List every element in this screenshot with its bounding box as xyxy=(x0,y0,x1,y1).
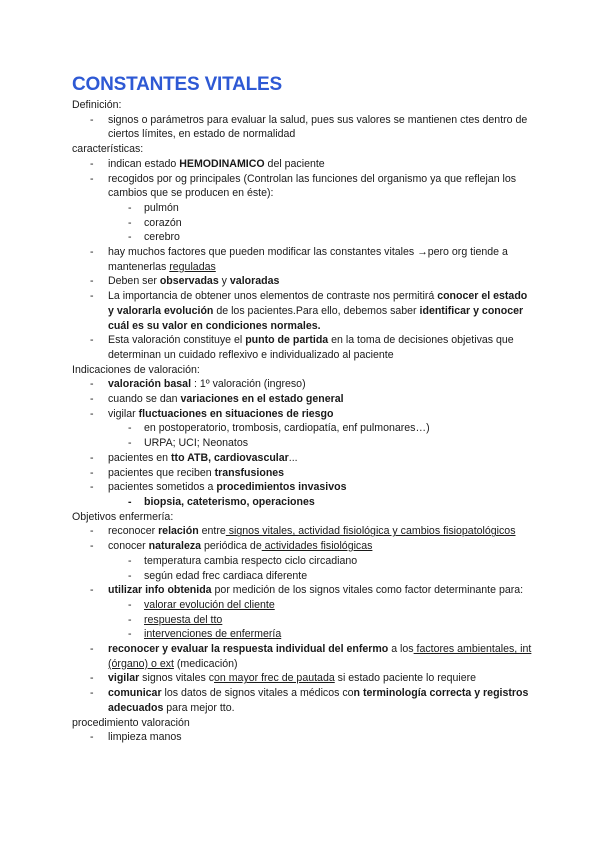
bullet-dash: - xyxy=(128,628,132,641)
item-bold: relación xyxy=(158,525,199,538)
item-bold: vigilar xyxy=(108,672,140,685)
item-bold: transfusiones xyxy=(214,466,285,479)
item-text: por medición de los signos vitales como factor determinante para: xyxy=(211,584,524,597)
item-text: URPA; UCI; Neonatos xyxy=(144,437,249,450)
sub-list-item xyxy=(72,230,532,245)
bullet-dash: - xyxy=(90,687,94,700)
item-bold: identificar y conocer cuál es su valor en condiciones normales. xyxy=(108,304,524,332)
item-text: del paciente xyxy=(264,157,325,170)
item-text: Esta valoración constituye el xyxy=(108,334,246,347)
list-item xyxy=(72,157,532,172)
item-bold: reconocer y evaluar la respuesta individual del enfermo xyxy=(108,643,389,656)
item-bold: valoración basal xyxy=(108,378,192,391)
bullet-dash: - xyxy=(90,672,94,685)
bullet-dash: - xyxy=(128,569,132,582)
item-underlined: respuesta del tto xyxy=(144,613,223,626)
item-text: indican estado xyxy=(108,157,180,170)
section-heading-indicaciones: Indicaciones de valoración: xyxy=(72,363,200,376)
bullet-dash: - xyxy=(90,378,94,391)
item-text: recogidos por og principales (Controlan las funciones del organismo ya que reflejan los cambios que se producen en éste): xyxy=(108,172,517,200)
bullet-dash: - xyxy=(128,437,132,450)
bullet-dash: - xyxy=(90,113,94,126)
item-text: signos o parámetros para evaluar la salud, pues sus valores se mantienen ctes dentro de ciertos límites, en estado de normalidad xyxy=(108,113,528,141)
item-bold: procedimientos invasivos xyxy=(216,481,347,494)
item-text: a los xyxy=(388,643,414,656)
bullet-dash: - xyxy=(90,525,94,538)
item-underlined: reguladas xyxy=(169,260,216,273)
sub-list-item xyxy=(72,554,532,569)
item-text: pacientes sometidos a xyxy=(108,481,217,494)
item-underlined: actividades fisiológicas xyxy=(261,540,373,553)
bullet-dash: - xyxy=(90,246,94,259)
item-text: en postoperatorio, trombosis, cardiopatía, enf pulmonares…) xyxy=(144,422,430,435)
bullet-dash: - xyxy=(128,554,132,567)
item-text: de los pacientes.Para ello, debemos saber xyxy=(213,304,420,317)
document-body xyxy=(72,98,532,745)
list-item xyxy=(72,172,532,201)
item-text: cerebro xyxy=(144,231,180,244)
list-item xyxy=(72,466,532,481)
item-text: vigilar xyxy=(108,407,139,420)
item-underlined: signos vitales, actividad fisiológica y cambios fisiopatológicos xyxy=(225,525,516,538)
item-text: Deben ser xyxy=(108,275,160,288)
bullet-dash: - xyxy=(90,275,94,288)
item-text: conocer xyxy=(108,540,149,553)
list-item xyxy=(72,392,532,407)
bullet-dash: - xyxy=(90,451,94,464)
item-bold: HEMODINAMICO xyxy=(179,157,265,170)
bullet-dash: - xyxy=(128,613,132,626)
list-item xyxy=(72,730,532,745)
item-text: los datos de signos vitales a médicos co xyxy=(161,687,354,700)
list-item xyxy=(72,407,532,422)
bullet-dash: - xyxy=(90,407,94,420)
bullet-dash: - xyxy=(90,290,94,303)
page-title: CONSTANTES VITALES xyxy=(72,74,282,95)
sub-list-item xyxy=(72,627,532,642)
item-bold: punto de partida xyxy=(245,334,329,347)
list-item xyxy=(72,524,532,539)
item-text: ... xyxy=(288,451,298,464)
list-item xyxy=(72,583,532,598)
list-item xyxy=(72,451,532,466)
sub-list-item xyxy=(72,569,532,584)
list-item xyxy=(72,274,532,289)
item-text: entre xyxy=(198,525,226,538)
list-item xyxy=(72,245,532,274)
item-text: La importancia de obtener unos elementos de contraste nos permitirá xyxy=(108,290,438,303)
item-bold: conocer el estado y valorarla evolución xyxy=(108,290,528,317)
item-text: corazón xyxy=(144,216,182,229)
item-text: pacientes que reciben xyxy=(108,466,215,479)
item-text: para mejor tto. xyxy=(163,701,235,714)
item-underlined: factores ambientales, int (órgano) o ext xyxy=(108,643,532,670)
bullet-dash: - xyxy=(90,334,94,347)
list-item xyxy=(72,671,532,686)
section-heading-objetivos: Objetivos enfermería: xyxy=(72,510,174,523)
bullet-dash: - xyxy=(128,598,132,611)
item-text: signos vitales c xyxy=(139,672,214,685)
item-underlined: valorar evolución del cliente xyxy=(144,598,275,611)
section-heading-definicion: Definición: xyxy=(72,99,122,111)
list-item xyxy=(72,377,532,392)
item-bold: biopsia, cateterismo, operaciones xyxy=(144,495,315,508)
item-text: limpieza manos xyxy=(108,731,182,744)
item-bold: utilizar info obtenida xyxy=(108,584,212,597)
sub-list-item xyxy=(72,421,532,436)
bullet-dash: - xyxy=(90,481,94,494)
list-item xyxy=(72,539,532,554)
bullet-dash: - xyxy=(128,422,132,435)
bullet-dash: - xyxy=(90,172,94,185)
sub-list-item xyxy=(72,436,532,451)
bullet-dash: - xyxy=(128,201,132,214)
item-text: hay muchos factores que pueden modificar las constantes vitales →pero org tiende a mantenerlas xyxy=(108,246,508,273)
item-bold: comunicar xyxy=(108,687,162,700)
list-item xyxy=(72,113,532,142)
item-underlined: on mayor frec de pautada xyxy=(214,672,335,685)
section-heading-caracteristicas: características: xyxy=(72,143,144,156)
bullet-dash: - xyxy=(128,495,132,508)
section-heading-procedimiento: procedimiento valoración xyxy=(72,716,190,729)
item-bold: valoradas xyxy=(229,275,280,288)
sub-list-item xyxy=(72,216,532,231)
sub-list-item xyxy=(72,201,532,216)
sub-list-item xyxy=(72,598,532,613)
bullet-dash: - xyxy=(90,157,94,170)
list-item xyxy=(72,333,532,362)
list-item xyxy=(72,480,532,495)
item-text: (medicación) xyxy=(173,657,238,670)
item-bold: variaciones en el estado general xyxy=(180,393,344,406)
item-text: reconocer xyxy=(108,525,159,538)
item-text: si estado paciente lo requiere xyxy=(334,672,477,685)
bullet-dash: - xyxy=(90,643,94,656)
list-item xyxy=(72,289,532,333)
bullet-dash: - xyxy=(90,731,94,744)
item-text: según edad frec cardiaca diferente xyxy=(144,569,308,582)
item-bold: fluctuaciones en situaciones de riesgo xyxy=(138,407,334,420)
sub-list-item xyxy=(72,613,532,628)
item-bold: naturaleza xyxy=(148,540,202,553)
list-item xyxy=(72,642,532,671)
bullet-dash: - xyxy=(90,466,94,479)
item-text: periódica de xyxy=(201,540,262,553)
list-item xyxy=(72,686,532,715)
item-text: pacientes en xyxy=(108,451,172,464)
item-text: temperatura cambia respecto ciclo circadiano xyxy=(144,554,358,567)
item-bold: tto ATB, cardiovascular xyxy=(171,451,289,464)
bullet-dash: - xyxy=(128,231,132,244)
item-text: cuando se dan xyxy=(108,393,181,406)
item-text: en la toma de decisiones objetivas que determinan un cuidado reflexivo e individualizado al paciente xyxy=(108,334,514,361)
bullet-dash: - xyxy=(90,584,94,597)
item-text: y xyxy=(218,275,230,288)
bullet-dash: - xyxy=(90,393,94,406)
item-bold: n terminología correcta y registros adecuados xyxy=(108,687,529,714)
item-text: : 1º valoración (ingreso) xyxy=(191,378,306,391)
item-underlined: intervenciones de enfermería xyxy=(144,628,282,641)
sub-list-item xyxy=(72,495,532,510)
bullet-dash: - xyxy=(128,216,132,229)
bullet-dash: - xyxy=(90,540,94,553)
item-text: pulmón xyxy=(144,201,179,214)
item-bold: observadas xyxy=(159,275,219,288)
